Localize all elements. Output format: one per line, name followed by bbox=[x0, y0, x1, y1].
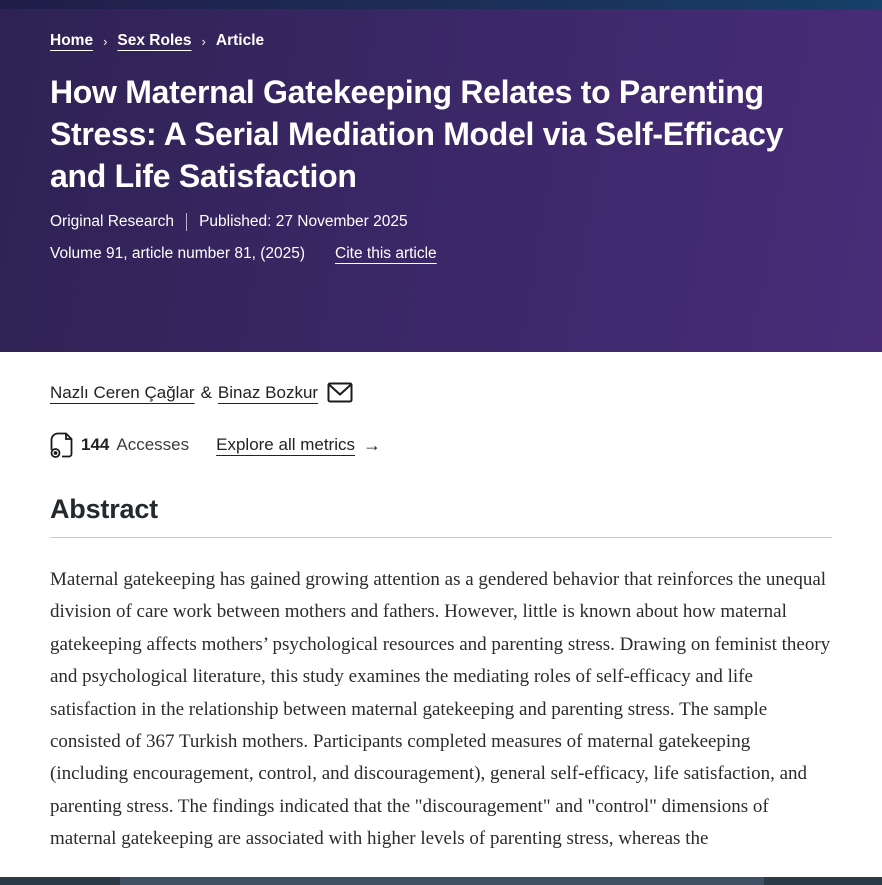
accesses-count: 144 bbox=[81, 435, 110, 454]
breadcrumb-link-journal[interactable]: Sex Roles bbox=[117, 32, 192, 49]
site-header-strip bbox=[0, 0, 882, 9]
abstract-paragraph: Maternal gatekeeping has gained growing attention as a gendered behavior that reinforces the unequal division of care work between mothers and fathers. However, little is known about how maternal gatekeeping affects mothers’ psychological resources and parenting stress. Drawing on feminist theory and psychological literature, this study examines the mediating roles of self-efficacy and life satisfaction in the relationship between maternal gatekeeping and parenting stress. The sample consisted of 367 Turkish mothers. Participants completed measures of maternal gatekeeping (including encouragement, control, and discouragement), general self-efficacy, life satisfaction, and parenting stress. The findings indicated that the "discouragement" and "control" dimensions of maternal gatekeeping are associated with higher levels of parenting stress, whereas the bbox=[50, 569, 831, 850]
accesses-eye-document-icon bbox=[50, 432, 73, 458]
article-body bbox=[0, 352, 882, 856]
cutoff-segment-right bbox=[764, 877, 882, 885]
author-link-1[interactable]: Nazlı Ceren Çağlar bbox=[50, 382, 195, 402]
abstract-heading: Abstract bbox=[50, 494, 158, 524]
breadcrumb-current: Article bbox=[215, 32, 265, 49]
article-type: Original Research bbox=[50, 213, 175, 230]
authors-row bbox=[50, 382, 832, 403]
envelope-icon[interactable] bbox=[327, 382, 353, 403]
arrow-right-icon: → bbox=[363, 434, 381, 455]
author-link-2[interactable]: Binaz Bozkur bbox=[217, 382, 319, 402]
meta-divider bbox=[186, 213, 187, 231]
authors-separator: & bbox=[200, 382, 212, 402]
volume-info: Volume 91, article number 81, (2025) bbox=[50, 245, 306, 262]
article-meta-row bbox=[50, 213, 832, 231]
published-date: Published: 27 November 2025 bbox=[199, 213, 408, 230]
next-section-cutoff bbox=[0, 877, 882, 885]
cutoff-segment-left bbox=[0, 877, 120, 885]
breadcrumb-link-home[interactable]: Home bbox=[50, 32, 94, 49]
metrics-row bbox=[50, 432, 832, 458]
abstract-divider bbox=[50, 537, 832, 538]
accesses-label: Accesses bbox=[116, 435, 190, 454]
cutoff-segment-middle bbox=[120, 877, 764, 885]
explore-all-metrics-link[interactable]: Explore all metrics bbox=[216, 435, 355, 454]
breadcrumb bbox=[50, 32, 832, 50]
volume-row bbox=[50, 245, 832, 263]
chevron-right-icon: › bbox=[103, 33, 108, 49]
article-title: How Maternal Gatekeeping Relates to Parenting Stress: A Serial Mediation Model via Self-Efficacy and Life Satisfaction bbox=[50, 74, 784, 194]
journal-banner bbox=[0, 9, 882, 352]
cite-this-article-link[interactable]: Cite this article bbox=[335, 245, 437, 262]
chevron-right-icon: › bbox=[201, 33, 206, 49]
